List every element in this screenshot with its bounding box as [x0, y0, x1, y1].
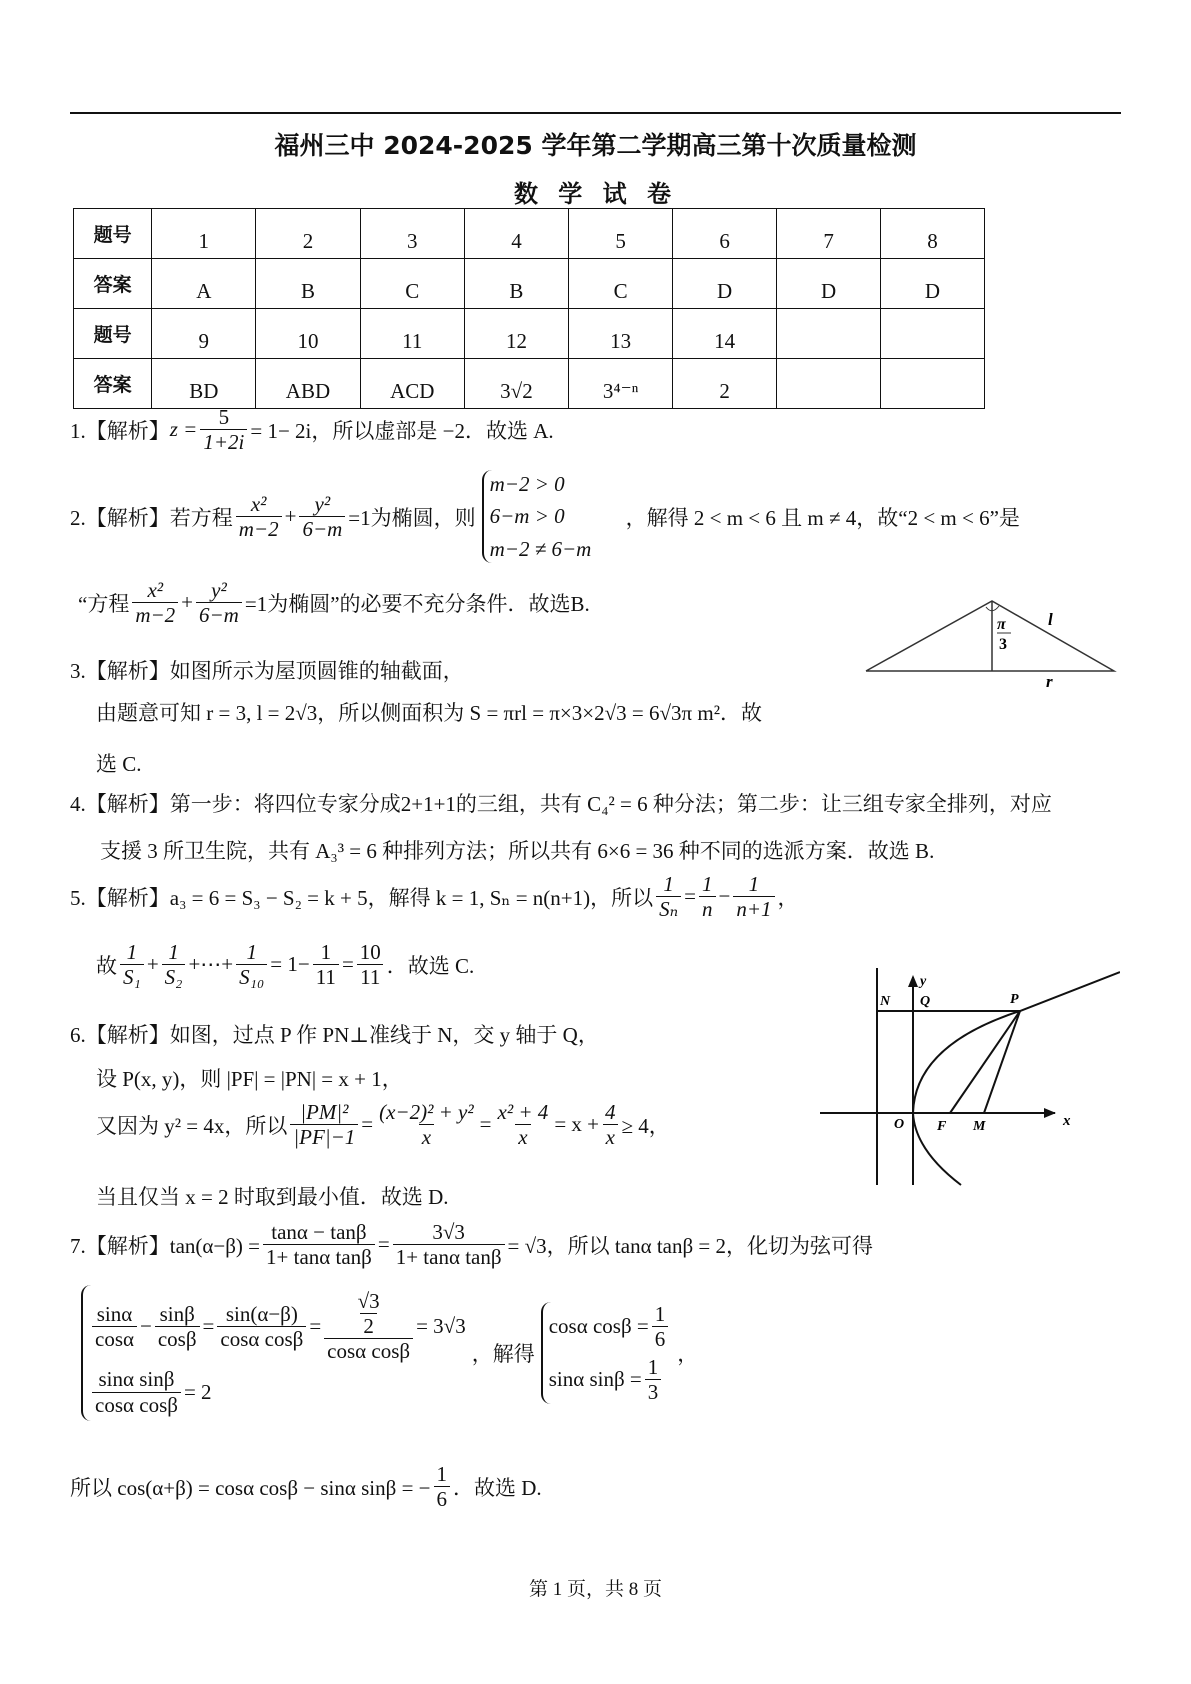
text: = [309, 1314, 322, 1339]
table-cell: D [673, 259, 777, 309]
table-cell: C [569, 259, 673, 309]
text: ， [777, 885, 799, 910]
table-cell: 7 [777, 209, 881, 259]
table-cell [881, 359, 985, 409]
solution-5 [70, 872, 799, 921]
text: 所以 cos(α+β) = cosα cosβ − sinα sinβ = − [70, 1475, 431, 1500]
table-row [74, 259, 985, 309]
numerator: sinβ [159, 1301, 195, 1326]
numerator: 3√3 [432, 1220, 465, 1244]
table-cell: 13 [569, 309, 673, 359]
numerator: y² [211, 578, 227, 602]
page-footer: 第 1 页，共 8 页 [528, 1579, 662, 1600]
numerator: (x−2)² + y² [379, 1100, 474, 1124]
condition: m−2 > 0 [489, 472, 565, 496]
document-subtitle: 数 学 试 卷 [513, 180, 678, 208]
text: = 1− [270, 952, 310, 977]
text: = [377, 1232, 390, 1257]
solution-1 [70, 405, 554, 454]
text: ≥ 4， [621, 1113, 670, 1138]
condition: m−2 ≠ 6−m [489, 536, 592, 561]
denominator: n [699, 896, 716, 921]
text: cosα cosβ = [548, 1314, 649, 1339]
fraction [699, 872, 716, 921]
angle-label-den: 3 [999, 636, 1007, 653]
fraction [200, 405, 247, 454]
fraction [217, 1302, 306, 1351]
condition: 6−m > 0 [489, 504, 565, 529]
denominator: cosα [92, 1326, 137, 1351]
text: + [146, 952, 159, 977]
numerator: 1 [654, 1301, 666, 1326]
numerator: 1 [702, 872, 713, 896]
table-row [74, 309, 985, 359]
fraction [434, 1462, 451, 1511]
numerator: x² + 4 [497, 1100, 549, 1124]
table-cell: D [777, 259, 881, 309]
row-label: 题号 [74, 209, 152, 259]
point-label-N: N [880, 994, 891, 1009]
solution-3-line2: 由题意可知 r = 3, l = 2√3，所以侧面积为 S = πrl = π×3×2√3 = 6√3π m²．故 [96, 701, 763, 725]
text: sinα sinβ = [548, 1367, 642, 1392]
text: 5.【解析】a₃ = 6 = S₃ − S₂ = k + 5，解得 k = 1, Sₙ = n(n+1)，所以 [70, 885, 654, 910]
numerator: sinα [96, 1301, 133, 1326]
fraction [656, 872, 681, 921]
solution-5-line2 [96, 940, 474, 989]
fraction [652, 1302, 669, 1351]
solution-4: 4.【解析】第一步：将四位专家分成2+1+1的三组，共有 C₄² = 6 种分法；第二步：让三组专家全排列，对应 [70, 792, 1052, 816]
fraction [92, 1302, 137, 1351]
text: = [361, 1112, 374, 1137]
top-rule [70, 112, 1121, 114]
solution-2-cont [78, 578, 590, 627]
inner-fraction [355, 1289, 383, 1338]
fraction [393, 1220, 505, 1269]
fraction [645, 1355, 662, 1404]
text: z = [169, 417, 198, 442]
answer-table [73, 208, 985, 409]
numerator: |PM|² [300, 1100, 349, 1124]
table-cell: 6 [673, 209, 777, 259]
numerator: sin(α−β) [225, 1301, 298, 1326]
numerator: 1 [748, 872, 760, 896]
text: 又因为 y² = 4x，所以 [96, 1113, 288, 1138]
text: +⋯+ [188, 952, 234, 977]
fraction [733, 872, 774, 921]
numerator: y² [314, 491, 331, 516]
denominator: cosα cosβ [92, 1392, 181, 1417]
table-cell: 3√2 [464, 359, 568, 409]
denominator: 11 [313, 964, 339, 989]
equation-system-2 [541, 1302, 672, 1405]
denominator: cosβ [155, 1326, 200, 1351]
solution-6-line2: 设 P(x, y)，则 |PF| = |PN| = x + 1， [96, 1067, 403, 1091]
radius-label: r [1046, 672, 1053, 690]
text: − [718, 884, 731, 909]
solution-6-line3 [96, 1100, 670, 1149]
fraction [120, 940, 144, 989]
numerator: sinα sinβ [98, 1367, 175, 1392]
table-cell: 10 [256, 309, 360, 359]
denominator: 6−m [196, 602, 242, 627]
table-cell: 1 [152, 209, 256, 259]
solution-3-line3: 选 C. [96, 752, 142, 776]
table-cell: 9 [152, 309, 256, 359]
denominator: S₁ [120, 964, 144, 989]
system-row [549, 1355, 672, 1404]
fraction [376, 1100, 477, 1149]
solution-4-line2: 支援 3 所卫生院，共有 A₃³ = 6 种排列方法；所以共有 6×6 = 36 种不同的选派方案．故选 B. [100, 839, 935, 863]
denominator: 1+ tanα tanβ [393, 1244, 505, 1269]
table-cell: ACD [360, 359, 464, 409]
table-cell: C [360, 259, 464, 309]
denominator: |PF|−1 [290, 1124, 358, 1149]
numerator: x² [147, 578, 164, 602]
numerator: 1 [663, 872, 674, 896]
system-row [549, 1302, 672, 1351]
text: = 3√3 [416, 1314, 466, 1339]
table-cell: 2 [673, 359, 777, 409]
denominator: 6 [434, 1486, 451, 1511]
table-cell: B [256, 259, 360, 309]
text: = [341, 952, 354, 977]
numerator: 1 [126, 940, 138, 964]
table-cell: 14 [673, 309, 777, 359]
fraction [313, 940, 339, 989]
table-cell [777, 359, 881, 409]
solution-7-systems [75, 1285, 698, 1421]
text: + [284, 504, 297, 529]
table-cell: BD [152, 359, 256, 409]
denominator: cosα cosβ [217, 1326, 306, 1351]
denominator: cosα cosβ [324, 1338, 413, 1363]
text: = 1− 2i，所以虚部是 −2．故选 A. [250, 418, 554, 443]
fraction [236, 492, 282, 541]
numerator: x² [250, 491, 267, 516]
numerator: 1 [246, 940, 257, 964]
table-cell: 8 [881, 209, 985, 259]
table-cell: B [464, 259, 568, 309]
denominator: x [419, 1124, 434, 1149]
text: + [181, 590, 194, 615]
numerator: 10 [359, 940, 381, 964]
slant-label: l [1048, 610, 1053, 629]
solution-3: 3.【解析】如图所示为屋顶圆锥的轴截面， [70, 659, 464, 683]
fraction [495, 1100, 552, 1149]
row-label: 题号 [74, 309, 152, 359]
point-label-O: O [894, 1117, 905, 1132]
table-cell: 3⁴⁻ⁿ [569, 359, 673, 409]
denominator: 6 [652, 1326, 669, 1351]
table-cell: D [881, 259, 985, 309]
fraction [357, 940, 384, 989]
table-cell: 5 [569, 209, 673, 259]
denominator: 3 [645, 1379, 662, 1404]
numerator: 1 [168, 940, 179, 964]
text: 2.【解析】若方程 [70, 505, 233, 530]
text: = x + [554, 1112, 599, 1137]
row-label: 答案 [74, 259, 152, 309]
denominator: x [603, 1124, 618, 1149]
solution-7 [70, 1220, 873, 1269]
table-cell: 12 [464, 309, 568, 359]
text: = [684, 884, 696, 909]
denominator: Sₙ [656, 896, 681, 921]
table-cell: 4 [464, 209, 568, 259]
fraction [263, 1220, 375, 1269]
denominator: 11 [357, 964, 383, 989]
denominator: x [515, 1124, 530, 1149]
row-label: 答案 [74, 359, 152, 409]
denominator: S₁₀ [236, 964, 267, 989]
text: = [202, 1314, 215, 1339]
text: ．故选 C. [386, 953, 475, 978]
numerator: 4 [605, 1100, 616, 1124]
system-row [89, 1289, 466, 1363]
text: “方程 [78, 591, 130, 616]
denominator: 2 [360, 1313, 377, 1338]
text: =1为椭圆”的必要不充分条件．故选B. [244, 591, 590, 616]
fraction [236, 940, 267, 989]
cone-cross-section-figure [860, 595, 1120, 690]
numerator: √3 [357, 1289, 380, 1313]
text: ，解得 2 < m < 6 且 m ≠ 4，故“2 < m < 6”是 [625, 505, 1020, 530]
table-cell [881, 309, 985, 359]
denominator: m−2 [132, 602, 178, 627]
table-cell: 2 [256, 209, 360, 259]
axis-label-x: x [1063, 1113, 1071, 1129]
fraction [155, 1302, 200, 1351]
text: ．故选 D. [453, 1475, 542, 1500]
point-label-Q: Q [920, 994, 931, 1009]
table-cell: ABD [256, 359, 360, 409]
fraction [132, 578, 178, 627]
point-label-P: P [1010, 992, 1019, 1007]
numerator: tanα − tanβ [271, 1220, 367, 1244]
text: 故 [96, 953, 117, 978]
system-row [89, 1367, 466, 1416]
denominator: m−2 [236, 516, 282, 541]
text: ，解得 [471, 1341, 535, 1366]
text: =1为椭圆，则 [348, 505, 476, 530]
fraction [162, 940, 186, 989]
table-cell: A [152, 259, 256, 309]
inequality-system [482, 470, 620, 563]
text: − [140, 1314, 152, 1339]
axis-label-y: y [920, 974, 927, 989]
table-cell [777, 309, 881, 359]
label: 1.【解析】 [70, 418, 170, 443]
numerator: 1 [436, 1462, 448, 1486]
fraction [324, 1289, 413, 1363]
parabola-graph [820, 965, 1120, 1187]
angle-label: π [997, 616, 1006, 633]
document-title: 福州三中 2024-2025 学年第二学期高三第十次质量检测 [274, 131, 917, 160]
denominator: 6−m [299, 516, 345, 541]
denominator: 1+2i [200, 429, 247, 454]
numerator: 1 [647, 1354, 659, 1379]
text: = [479, 1112, 492, 1137]
solution-7-conclusion [70, 1462, 542, 1511]
table-row [74, 209, 985, 259]
point-label-M: M [973, 1119, 986, 1134]
fraction [602, 1100, 619, 1149]
text: = 2 [183, 1379, 212, 1404]
point-label-F: F [937, 1119, 947, 1134]
text: = √3，所以 tanα tanβ = 2，化切为弦可得 [507, 1233, 874, 1258]
numerator: 5 [218, 405, 230, 429]
equation-system-1 [81, 1285, 466, 1421]
text: ， [677, 1341, 699, 1366]
fraction [290, 1100, 358, 1149]
solution-6-line4: 当且仅当 x = 2 时取到最小值．故选 D. [96, 1185, 449, 1209]
solution-6: 6.【解析】如图，过点 P 作 PN⊥准线于 N，交 y 轴于 Q， [70, 1023, 599, 1047]
table-row [74, 359, 985, 409]
table-cell: 11 [360, 309, 464, 359]
denominator: 1+ tanα tanβ [263, 1244, 375, 1269]
numerator: 1 [320, 940, 332, 964]
numerator [349, 1289, 389, 1338]
denominator: S₂ [162, 964, 186, 989]
table-cell: 3 [360, 209, 464, 259]
fraction [299, 492, 345, 541]
fraction [196, 578, 242, 627]
text: 7.【解析】tan(α−β) = [70, 1233, 261, 1258]
fraction [92, 1367, 181, 1416]
solution-2 [70, 470, 1020, 563]
denominator: n+1 [733, 896, 774, 921]
